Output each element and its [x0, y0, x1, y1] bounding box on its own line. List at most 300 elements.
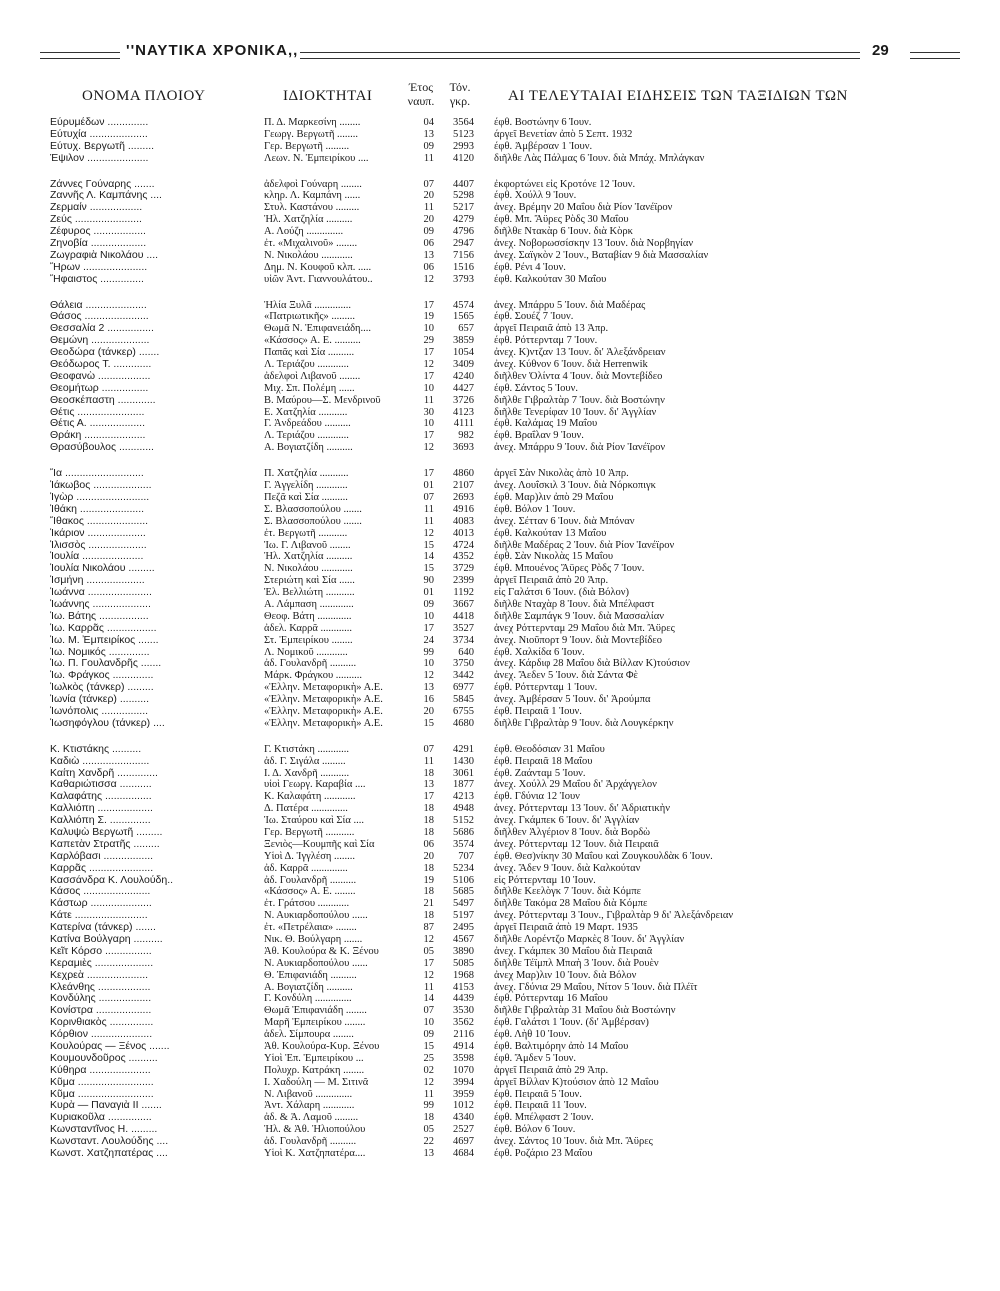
latest-news: ἀνεχ. Γδύνια 29 Μαΐου, Νίτον 5 Ἰουν. διὰ Πλέϊτ [494, 981, 698, 993]
ship-name: Θράκη ..................... [50, 430, 146, 442]
latest-news: ἀνεχ. Κύθνον 6 Ἰουν. διὰ Herrenwik [494, 359, 648, 371]
gross-tons: 5197 [453, 910, 474, 922]
table-row [0, 839, 1000, 851]
table-row [0, 141, 1000, 153]
owner-name: Ν. Νικολάου ............ [264, 249, 353, 261]
latest-news: ἀνεχ. Νοβορωσσίσκην 13 Ἰουν. διὰ Νορβηγίαν [494, 238, 694, 250]
owner-name: ἀδ. Γουλανδρῆ .......... [264, 658, 357, 670]
year-built: 13 [423, 682, 434, 694]
gross-tons: 3598 [453, 1052, 474, 1064]
owner-name: Ν. Νικολάου ............ [264, 563, 353, 575]
year-built: 87 [423, 922, 434, 934]
year-built: 09 [423, 598, 434, 610]
tons-header-line2: γκρ. [449, 94, 471, 108]
latest-news: ἀνεχ. Λουΐσκιλ 3 Ἰουν. διὰ Νόρκοπιγκ [494, 480, 656, 492]
year-built: 12 [423, 670, 434, 682]
table-row [0, 670, 1000, 682]
ship-name: Καλυψὼ Βεργωτῆ ......... [50, 826, 163, 838]
gross-tons: 4111 [453, 418, 474, 430]
table-row [0, 863, 1000, 875]
latest-news: ἀνεχ. Ἄδεν 9 Ἰουν. διὰ Καλκούταν [494, 862, 641, 874]
table-row [0, 395, 1000, 407]
header-rule-left [40, 52, 120, 59]
gross-tons: 3564 [453, 117, 474, 128]
ship-name: Ἥρων ...................... [50, 261, 148, 273]
gross-tons: 6977 [453, 682, 474, 694]
gross-tons: 4427 [453, 382, 474, 394]
letter-group [0, 179, 1000, 286]
owner-name: Ἠλ. Χατζηλία .......... [264, 214, 353, 226]
table-row [0, 575, 1000, 587]
ship-name: Ἰθάκη ...................... [50, 503, 145, 515]
year-built: 15 [423, 1041, 434, 1053]
latest-news: ἀνεχ. Ρόττερνταμ 12 Ἰουν. διὰ Πειραιᾶ [494, 838, 659, 850]
owner-name: Δημ. Ν. Κουφοῦ κλπ. ..... [264, 261, 372, 273]
owner-name: Ἰω. Γ. Λιβανοῦ ........ [264, 539, 351, 551]
ship-name: Ζέφυρος .................. [50, 226, 146, 238]
year-built: 24 [423, 634, 434, 646]
ship-name: Θεοσκέπαστη ............. [50, 394, 156, 406]
gross-tons: 3750 [453, 658, 474, 670]
ship-name: Θέτις Α. ................... [50, 418, 145, 430]
latest-news: έφθ. Μπέλφαστ 2 Ἰουν. [494, 1112, 594, 1124]
gross-tons: 3061 [453, 767, 474, 779]
owner-name: ἀδ. & Ἀ. Λαμοῦ ......... [264, 1112, 359, 1124]
owner-name: Γ. Ἀνδρεάδου .......... [264, 418, 351, 430]
ship-name: Κάστωρ ..................... [50, 898, 152, 910]
owner-name: ἀδ. Γουλανδρῆ .......... [264, 874, 357, 886]
table-row [0, 418, 1000, 430]
ship-name: Ἰω. Π. Γουλανδρῆς ....... [50, 658, 162, 670]
ship-name: Ἰουλία Νικολάου ......... [50, 563, 155, 575]
ship-name: Ἰω. Καρρᾶς ................. [50, 622, 157, 634]
owner-name: Ν. Αυκιαρδοπούλου ...... [264, 957, 368, 969]
owner-name: «Ἑλλην. Μεταφορικὴ» Α.Ε. [264, 694, 383, 706]
ship-name: Καλλιόπη Σ. .............. [50, 815, 151, 827]
year-built: 20 [423, 214, 434, 226]
year-built: 19 [423, 874, 434, 886]
ship-name: Ζαννῆς Λ. Καμπάνης .... [50, 190, 162, 202]
latest-news: έφθ. Ἀμβέρσαν 1 Ἰουν. [494, 140, 593, 152]
year-built: 10 [423, 418, 434, 430]
table-row [0, 682, 1000, 694]
year-built: 18 [423, 886, 434, 898]
latest-news: έφθ. Ἄμδεν 5 Ἰουν. [494, 1052, 577, 1064]
gross-tons: 4574 [453, 299, 474, 311]
table-row [0, 851, 1000, 863]
year-built: 21 [423, 898, 434, 910]
table-row [0, 623, 1000, 635]
ship-name: Κατερίνα (τάνκερ) ....... [50, 922, 156, 934]
latest-news: έφθ. Πειραιᾶ 18 Μαΐου [494, 755, 593, 767]
latest-news: διῆλθε Μαδέρας 2 Ἰουν. διὰ Ρίον Ἰανέϊρον [494, 539, 675, 551]
ship-name: Ἰω. Βάτης ................. [50, 610, 149, 622]
owner-name: Β. Μαύρου—Σ. Μενδρινοῦ [264, 394, 381, 406]
owner-name: ἀδ. Γ. Σιγάλα ......... [264, 755, 346, 767]
table-row [0, 815, 1000, 827]
table-row [0, 323, 1000, 335]
gross-tons: 1516 [453, 261, 474, 273]
ship-name: Ἰωλκὸς (τάνκερ) ......... [50, 682, 154, 694]
latest-news: έφθ. Καλκούταν 30 Μαΐου [494, 273, 607, 285]
ship-name: Θεοδώρα (τάνκερ) ....... [50, 347, 160, 359]
gross-tons: 3793 [453, 273, 474, 285]
ship-name: Ἰω. Μ. Ἐμπειρίκος ....... [50, 634, 159, 646]
ship-name: Θεσσαλία 2 ................ [50, 323, 154, 335]
table-row [0, 371, 1000, 383]
ship-name: Κουμουνδοῦρος .......... [50, 1052, 158, 1064]
owner-name: Ἀθ. Κουλούρα-Κυρ. Ξένου [264, 1041, 380, 1053]
owner-name: Δ. Πατέρα .............. [264, 803, 348, 815]
owner-name: Γ. Κονδύλη .............. [264, 993, 352, 1005]
owner-name: «Ἑλλην. Μεταφορικὴ» Α.Ε. [264, 682, 383, 694]
gross-tons: 4567 [453, 934, 474, 945]
gross-tons: 3734 [453, 634, 474, 646]
gross-tons: 5152 [453, 815, 474, 827]
owner-name: ἐτ. «Πετρέλαια» ........ [264, 922, 357, 934]
gross-tons: 2116 [453, 1029, 474, 1041]
table-row [0, 803, 1000, 815]
year-built: 12 [423, 273, 434, 285]
table-row [0, 910, 1000, 922]
table-row [0, 694, 1000, 706]
ship-name: Ἥφαιστος ............... [50, 273, 144, 285]
table-row [0, 383, 1000, 395]
table-row [0, 528, 1000, 540]
latest-news: έφθ. Ρόττερνταμ 1 Ἰουν. [494, 682, 598, 694]
year-built: 15 [423, 563, 434, 575]
gross-tons: 1430 [453, 755, 474, 767]
table-row [0, 516, 1000, 528]
gross-tons: 5217 [453, 202, 474, 214]
ship-name: Κλεάνθης .................. [50, 981, 151, 993]
owner-name: Θωμᾶ Ἐπιφανιάδη ........ [264, 1005, 367, 1017]
table-row [0, 1124, 1000, 1136]
gross-tons: 5845 [453, 694, 474, 706]
latest-news: ἀνεχ. Ρόττερνταμ 3 Ἰουν., Γιβραλτὰρ 9 δι' Ἀλεξάνδρειαν [494, 910, 734, 922]
gross-tons: 4697 [453, 1136, 474, 1148]
owner-name: Μιχ. Σπ. Πολέμη ...... [264, 382, 355, 394]
ship-name: Ζεύς ....................... [50, 214, 142, 226]
ship-name: Κ. Κτιστάκης .......... [50, 743, 142, 755]
year-built: 11 [423, 515, 434, 527]
table-row [0, 1148, 1000, 1160]
ship-name: Ζωγραφιὰ Νικολάου .... [50, 249, 159, 261]
page-header [40, 40, 960, 66]
ship-name: Θεομήτωρ ................ [50, 382, 149, 394]
table-row [0, 611, 1000, 623]
owner-name: Ξενιὸς—Κουμπῆς καὶ Σία [264, 838, 375, 850]
latest-news: διῆλθε Γιβραλτὰρ 31 Μαΐου διὰ Βοστώνην [494, 1005, 676, 1017]
gross-tons: 2527 [453, 1124, 474, 1136]
table-row [0, 756, 1000, 768]
gross-tons: 7156 [453, 249, 474, 261]
ship-name: Ζηνοβία ................... [50, 238, 147, 250]
latest-news: διῆλθε Τακόμα 28 Μαΐου διὰ Κόμπε [494, 898, 648, 910]
year-built: 17 [423, 430, 434, 442]
table-row [0, 934, 1000, 946]
ship-name: Ἰωνόπολις ................ [50, 705, 149, 717]
ship-name: Ἰουλία ..................... [50, 551, 144, 563]
table-row [0, 430, 1000, 442]
gross-tons: 3527 [453, 622, 474, 634]
gross-tons: 4439 [453, 993, 474, 1005]
owner-name: Ἠλία Ξυλᾶ .............. [264, 299, 351, 311]
ship-name: Ἰωσηφόγλου (τάνκερ) .... [50, 717, 165, 729]
gross-tons: 3729 [453, 563, 474, 575]
year-built: 18 [423, 803, 434, 815]
year-built: 04 [423, 117, 434, 128]
year-built: 19 [423, 311, 434, 323]
owner-name: Α. Βογιατζίδη .......... [264, 442, 353, 454]
year-built: 07 [423, 178, 434, 190]
year-built: 18 [423, 826, 434, 838]
column-header-tonnage [440, 80, 480, 108]
table-row [0, 1112, 1000, 1124]
table-row [0, 442, 1000, 454]
gross-tons: 3994 [453, 1076, 474, 1088]
ship-name: Ἰω. Νομικός .............. [50, 646, 150, 658]
table-row [0, 407, 1000, 419]
ship-name: Κεραμιὲς .................... [50, 957, 154, 969]
latest-news: έφθ. Μπ. Ἄϋρες Ρὸδς 30 Μαΐου [494, 214, 629, 226]
owner-name: κληρ. Λ. Καμπάνη ...... [264, 190, 361, 202]
gross-tons: 4680 [453, 717, 474, 729]
owner-name: Ἀθ. Κουλούρα & Κ. Ξένου [264, 945, 379, 957]
ship-name: Ἰωνία (τάνκερ) .......... [50, 694, 150, 706]
table-row [0, 300, 1000, 312]
gross-tons: 5686 [453, 826, 474, 838]
gross-tons: 6755 [453, 705, 474, 717]
latest-news: ἀνεχ Ρόττερνταμ 29 Μαΐου διὰ Μπ. Ἄϋρες [494, 622, 675, 634]
ship-name: Θάσος ...................... [50, 311, 149, 323]
year-built: 17 [423, 370, 434, 382]
latest-news: ἀνεχ. Κ)ντζαν 13 Ἰουν. δι' Ἀλεξάνδρειαν [494, 347, 666, 359]
gross-tons: 4340 [453, 1112, 474, 1124]
table-row [0, 779, 1000, 791]
latest-news: έφθ. Θεοδόσιαν 31 Μαΐου [494, 743, 605, 755]
gross-tons: 1054 [453, 347, 474, 359]
owner-name: Ἰω. Σταύρου καὶ Σία .... [264, 815, 364, 827]
owner-name: Στεριώτη καὶ Σία ...... [264, 575, 355, 587]
latest-news: διῆλθε Ντακὰρ 6 Ἰουν. διὰ Κὸρκ [494, 226, 633, 238]
owner-name: Υἱοὶ Κ. Χατζηπατέρα.... [264, 1148, 366, 1160]
year-built: 17 [423, 957, 434, 969]
year-built: 11 [423, 202, 434, 214]
owner-name: Υἱοὶ Ἐπ. Ἐμπειρίκου ... [264, 1052, 364, 1064]
ship-name: Κόρθιον ..................... [50, 1029, 153, 1041]
ship-name: Καλαφάτης ................ [50, 791, 152, 803]
owner-name: Λεων. Ν. Ἐμπειρίκου .... [264, 152, 369, 164]
table-row [0, 226, 1000, 238]
table-row [0, 551, 1000, 563]
ship-name: Ἰκάριον .................... [50, 527, 146, 539]
table-row [0, 922, 1000, 934]
table-row [0, 492, 1000, 504]
owner-name: ἀδελφοὶ Γούναρη ........ [264, 178, 362, 190]
ship-name: Κονίστρα ................... [50, 1005, 152, 1017]
letter-group [0, 744, 1000, 1160]
latest-news: διῆλθε Τενερίφαν 10 Ἰουν. δι' Ἀγγλίαν [494, 406, 657, 418]
latest-news: ἀνεχ Μαρ)λιν 10 Ἰουν. διὰ Βόλον [494, 969, 637, 981]
year-built: 99 [423, 1100, 434, 1112]
owner-name: Στ. Ἐμπειρίκου ........ [264, 634, 353, 646]
latest-news: ἀνεχ. Σέτταν 6 Ἰουν. διὰ Μπόναν [494, 515, 635, 527]
table-row [0, 1136, 1000, 1148]
latest-news: ἀνεχ. Μπάρρυ 5 Ἰουν. διὰ Μαδέρας [494, 299, 646, 311]
ship-name: Καίτη Χανδρῆ .............. [50, 767, 158, 779]
latest-news: έφθ. Σουέζ 7 Ἰουν. [494, 311, 574, 323]
latest-news: διῆλθε Λορέντζο Μαρκὲς 8 Ἰουν. δι' Ἀγγλίαν [494, 934, 685, 945]
latest-news: ἀνεχ. Μπάρρυ 9 Ἰουν. διὰ Ρίον Ἰανέϊρον [494, 442, 666, 454]
latest-news: έφθ. Ρόττερνταμ 7 Ἰουν. [494, 335, 598, 347]
gross-tons: 3530 [453, 1005, 474, 1017]
gross-tons: 3409 [453, 359, 474, 371]
year-built: 20 [423, 190, 434, 202]
gross-tons: 1012 [453, 1100, 474, 1112]
table-row [0, 1077, 1000, 1089]
ship-name: Κεῖτ Κόρσο ................ [50, 945, 152, 957]
gross-tons: 3693 [453, 442, 474, 454]
latest-news: άργεῖ Βενετίαν ἀπὸ 5 Σεπτ. 1932 [494, 128, 633, 140]
latest-news: έφθ. Σάντος 5 Ἰουν. [494, 382, 578, 394]
owner-name: Ἠλ. Χατζηλία .......... [264, 551, 353, 563]
latest-news: ἀνεχ. Ἀμβέρσαν 5 Ἰουν. δι' Ἀρούμπα [494, 694, 651, 706]
owner-name: Α. Λούζη .............. [264, 226, 344, 238]
gross-tons: 4279 [453, 214, 474, 226]
year-built: 14 [423, 993, 434, 1005]
year-built: 13 [423, 1148, 434, 1160]
owner-name: «Ἑλλην. Μεταφορικὴ» Α.Ε. [264, 717, 383, 729]
gross-tons: 3667 [453, 598, 474, 610]
ship-name: Κύθηρα ..................... [50, 1064, 151, 1076]
latest-news: έφθ. Καλάμας 19 Μαΐου [494, 418, 598, 430]
gross-tons: 5085 [453, 957, 474, 969]
owner-name: Λ. Τεριάζου ............ [264, 430, 349, 442]
latest-news: έφθ. Μπουένος Ἄϋρες Ρὸδς 7 Ἰουν. [494, 563, 645, 575]
gross-tons: 4916 [453, 503, 474, 515]
ship-name: Ἰγὼρ ......................... [50, 491, 150, 503]
gross-tons: 2693 [453, 491, 474, 503]
latest-news: ἀνεχ. Βρέμην 20 Μαΐου διὰ Ρίον Ἰανέϊρον [494, 202, 673, 214]
latest-news: έφθ. Καλκούταν 13 Μαΐου [494, 527, 607, 539]
gross-tons: 1968 [453, 969, 474, 981]
table-row [0, 359, 1000, 371]
year-built: 02 [423, 1064, 434, 1076]
owner-name: «Κάσσος» Α. Ε. .......... [264, 335, 361, 347]
table-row [0, 540, 1000, 552]
header-rule-middle [300, 52, 860, 59]
year-built: 29 [423, 335, 434, 347]
ship-table [0, 117, 1000, 1174]
year-built: 11 [423, 755, 434, 767]
year-built: 18 [423, 767, 434, 779]
table-row [0, 117, 1000, 129]
ship-name: Κεχρεὰ ..................... [50, 969, 149, 981]
ship-name: Καρλόβασι ................. [50, 850, 154, 862]
owner-name: Λ. Τεριάζου ............ [264, 359, 349, 371]
year-built: 09 [423, 1029, 434, 1041]
year-built: 07 [423, 1005, 434, 1017]
owner-name: «Πατριωτικῆς» ......... [264, 311, 356, 323]
gross-tons: 1192 [453, 587, 474, 599]
letter-group [0, 300, 1000, 455]
ship-name: Κορινθιακὸς ............... [50, 1017, 154, 1029]
table-row [0, 827, 1000, 839]
table-row [0, 875, 1000, 887]
owner-name: Ἀντ. Χάλαρη ............ [264, 1100, 355, 1112]
gross-tons: 2993 [453, 140, 474, 152]
table-row [0, 898, 1000, 910]
year-built: 17 [423, 347, 434, 359]
latest-news: έφθ. Ζαάνταμ 5 Ἰουν. [494, 767, 586, 779]
ship-name: Κατίνα Βούλγαρη .......... [50, 934, 163, 945]
gross-tons: 1070 [453, 1064, 474, 1076]
latest-news: διῆλθε Τέϊμπλ Μπαὴ 3 Ἰουν. διὰ Ρουὲν [494, 957, 659, 969]
table-row [0, 238, 1000, 250]
ship-name: Κωνσταντ. Λουλούδης .... [50, 1136, 169, 1148]
latest-news: έφθ. Βραΐλαν 9 Ἰουν. [494, 430, 584, 442]
latest-news: έφθ. Σὰν Νικολὰς 15 Μαΐου [494, 551, 614, 563]
latest-news: ἀνεχ. Γκάμπεκ 6 Ἰουν. δι' Ἀγγλίαν [494, 815, 640, 827]
gross-tons: 4123 [453, 406, 474, 418]
year-built: 16 [423, 694, 434, 706]
year-built: 12 [423, 359, 434, 371]
gross-tons: 3959 [453, 1088, 474, 1100]
owner-name: Ε. Χατζηλία ........... [264, 406, 348, 418]
ship-name: Κυριακοῦλα ............... [50, 1112, 152, 1124]
table-row [0, 587, 1000, 599]
table-row [0, 153, 1000, 165]
year-built: 06 [423, 261, 434, 273]
gross-tons: 4291 [453, 743, 474, 755]
latest-news: εἰς Ρόττερνταμ 10 Ἰουν. [494, 874, 596, 886]
gross-tons: 4153 [453, 981, 474, 993]
ship-name: Κονδύλης .................. [50, 993, 152, 1005]
latest-news: έφθ. Ρόττερνταμ 16 Μαΐου [494, 993, 608, 1005]
owner-name: ἀδελ. Καρρᾶ ............ [264, 622, 352, 634]
gross-tons: 3442 [453, 670, 474, 682]
latest-news: έφθ. Χούλλ 9 Ἰουν. [494, 190, 577, 202]
year-header-line2: ναυπ. [407, 94, 435, 108]
table-row [0, 202, 1000, 214]
table-row [0, 563, 1000, 575]
year-built: 22 [423, 1136, 434, 1148]
ship-name: Ἰωάννα ...................... [50, 587, 152, 599]
latest-news: ἀνεχ. Κάρδιφ 28 Μαΐου διὰ Βίλλαν Κ)τούσιον [494, 658, 690, 670]
table-row [0, 179, 1000, 191]
table-row [0, 347, 1000, 359]
gross-tons: 3562 [453, 1017, 474, 1029]
gross-tons: 1565 [453, 311, 474, 323]
ship-name: Θεόδωρος Τ. ............. [50, 359, 152, 371]
latest-news: έφθ. Μαρ)λιν ἀπὸ 29 Μαΐου [494, 491, 614, 503]
table-row [0, 274, 1000, 286]
year-built: 10 [423, 1017, 434, 1029]
table-row [0, 958, 1000, 970]
ship-name: Καλλιόπη ................... [50, 803, 153, 815]
latest-news: έφθ. Πειραιᾶ 5 Ἰουν. [494, 1088, 582, 1100]
latest-news: διῆλθε Κεελὸγκ 7 Ἰουν. διὰ Κόμπε [494, 886, 642, 898]
owner-name: ἐτ. «Μιχαλινοῦ» ........ [264, 238, 358, 250]
ship-name: Θρασύβουλος ............ [50, 442, 154, 454]
ship-name: Ἰλισσὸς .................... [50, 539, 147, 551]
gross-tons: 4352 [453, 551, 474, 563]
year-built: 10 [423, 658, 434, 670]
page-number: 29 [872, 42, 889, 59]
ship-name: Ἰάκωβος .................... [50, 480, 152, 492]
gross-tons: 2107 [453, 480, 474, 492]
